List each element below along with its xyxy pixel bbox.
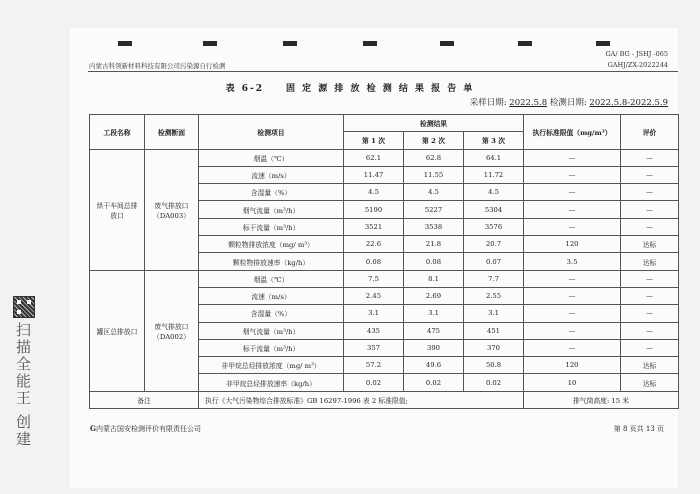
header-run1: 第 1 次 bbox=[344, 132, 404, 149]
cell-item: 流速（m/s） bbox=[199, 287, 344, 304]
company-logo-icon: G bbox=[90, 424, 96, 433]
cell-limit: — bbox=[524, 287, 621, 304]
cell-r3: 7.7 bbox=[464, 270, 524, 287]
scan-mark bbox=[518, 41, 532, 46]
scan-mark bbox=[596, 41, 610, 46]
cell-limit: 3.5 bbox=[524, 253, 621, 270]
cell-r1: 62.1 bbox=[344, 149, 404, 166]
cell-eval: — bbox=[621, 218, 679, 235]
cell-r1: 11.47 bbox=[344, 166, 404, 183]
cell-eval: 达标 bbox=[621, 357, 679, 374]
cell-item: 标干流量（m³/h） bbox=[199, 218, 344, 235]
cell-r2: 11.55 bbox=[404, 166, 464, 183]
cell-r1: 4.5 bbox=[344, 184, 404, 201]
cell-item: 含湿量（%） bbox=[199, 305, 344, 322]
header-point: 检测断面 bbox=[145, 115, 199, 150]
header-run2: 第 2 次 bbox=[404, 132, 464, 149]
cell-r2: 5227 bbox=[404, 201, 464, 218]
sample-dates bbox=[470, 96, 668, 108]
cell-item: 流速（m/s） bbox=[199, 166, 344, 183]
report-number: GAHJ/ZX-2022244 bbox=[607, 61, 668, 69]
cell-limit: — bbox=[524, 149, 621, 166]
header-result: 检测结果 bbox=[344, 115, 524, 132]
cell-r1: 5190 bbox=[344, 201, 404, 218]
cell-limit: — bbox=[524, 305, 621, 322]
cell-r3: 5304 bbox=[464, 201, 524, 218]
cell-r1: 3.1 bbox=[344, 305, 404, 322]
section-name: 罐区总排放口 bbox=[90, 270, 145, 391]
cell-r2: 49.6 bbox=[404, 357, 464, 374]
scan-mark bbox=[118, 41, 132, 46]
footer-company: G内蒙古国安检测评价有限责任公司 bbox=[90, 424, 201, 433]
cell-eval: 达标 bbox=[621, 253, 679, 270]
cell-r1: 22.6 bbox=[344, 236, 404, 253]
cell-eval: — bbox=[621, 339, 679, 356]
cell-item: 烟气流量（m³/h） bbox=[199, 322, 344, 339]
header-item: 检测项目 bbox=[199, 115, 344, 150]
sampling-point: 废气排放口（DA002） bbox=[145, 270, 199, 391]
cell-limit: — bbox=[524, 339, 621, 356]
cell-item: 烟气流量（m³/h） bbox=[199, 201, 344, 218]
table-title: 表 6-2 固 定 源 排 放 检 测 结 果 报 告 单 bbox=[225, 84, 475, 94]
cell-r1: 357 bbox=[344, 339, 404, 356]
sampling-point: 废气排放口（DA003） bbox=[145, 149, 199, 270]
header-limit: 执行标准限值（mg/m³） bbox=[524, 115, 621, 150]
cell-r2: 2.69 bbox=[404, 287, 464, 304]
cell-item: 烟温（℃） bbox=[199, 149, 344, 166]
cell-limit: 120 bbox=[524, 357, 621, 374]
page-number: 第 8 页共 13 页 bbox=[613, 425, 664, 433]
results-table bbox=[89, 114, 679, 409]
cell-r3: 0.07 bbox=[464, 253, 524, 270]
section-name: 烘干车间总排放口 bbox=[90, 149, 145, 270]
cell-limit: — bbox=[524, 322, 621, 339]
cell-limit: — bbox=[524, 270, 621, 287]
cell-eval: — bbox=[621, 166, 679, 183]
cell-r3: 4.5 bbox=[464, 184, 524, 201]
cell-r1: 435 bbox=[344, 322, 404, 339]
header-section: 工段名称 bbox=[90, 115, 145, 150]
sample-date-label: 采样日期: bbox=[469, 98, 507, 108]
cell-r3: 451 bbox=[464, 322, 524, 339]
cell-r3: 20.7 bbox=[464, 236, 524, 253]
scan-mark bbox=[203, 41, 217, 46]
cell-r2: 62.8 bbox=[404, 149, 464, 166]
cell-item: 标干流量（m³/h） bbox=[199, 339, 344, 356]
scanner-watermark: 扫描全能王 创建 bbox=[14, 322, 32, 448]
test-date: 2022.5.8-2022.5.9 bbox=[589, 98, 668, 108]
cell-r3: 0.02 bbox=[464, 374, 524, 391]
cell-r2: 0.02 bbox=[404, 374, 464, 391]
header-run3: 第 3 次 bbox=[464, 132, 524, 149]
cell-limit: — bbox=[524, 166, 621, 183]
cell-r2: 8.1 bbox=[404, 270, 464, 287]
cell-eval: — bbox=[621, 305, 679, 322]
doc-code: GA/ BG - JSHJ -065 bbox=[605, 50, 668, 58]
cell-eval: — bbox=[621, 287, 679, 304]
cell-r2: 3538 bbox=[404, 218, 464, 235]
cell-r2: 21.8 bbox=[404, 236, 464, 253]
cell-eval: — bbox=[621, 270, 679, 287]
cell-item: 含湿量（%） bbox=[199, 184, 344, 201]
scan-mark bbox=[440, 41, 454, 46]
table-row bbox=[90, 270, 679, 287]
cell-item: 烟温（℃） bbox=[199, 270, 344, 287]
cell-r3: 50.8 bbox=[464, 357, 524, 374]
cell-eval: 达标 bbox=[621, 374, 679, 391]
cell-limit: 10 bbox=[524, 374, 621, 391]
cell-r2: 0.08 bbox=[404, 253, 464, 270]
cell-limit: — bbox=[524, 218, 621, 235]
cell-r1: 0.02 bbox=[344, 374, 404, 391]
cell-limit: — bbox=[524, 184, 621, 201]
cell-r1: 7.5 bbox=[344, 270, 404, 287]
cell-r1: 0.08 bbox=[344, 253, 404, 270]
cell-item: 颗粒物排放浓度（mg/ m³） bbox=[199, 236, 344, 253]
cell-r1: 3521 bbox=[344, 218, 404, 235]
cell-r3: 64.1 bbox=[464, 149, 524, 166]
cell-eval: — bbox=[621, 322, 679, 339]
scan-mark bbox=[363, 41, 377, 46]
cell-r1: 2.45 bbox=[344, 287, 404, 304]
header-rule bbox=[88, 71, 678, 72]
stack-height: 排气筒高度: 15 米 bbox=[524, 391, 679, 408]
scan-mark bbox=[283, 41, 297, 46]
cell-limit: — bbox=[524, 201, 621, 218]
cell-r3: 3.1 bbox=[464, 305, 524, 322]
cell-r3: 2.55 bbox=[464, 287, 524, 304]
sample-date: 2022.5.8 bbox=[509, 98, 548, 108]
note-text: 执行《大气污染物综合排放标准》GB 16297-1996 表 2 标准限值; bbox=[199, 391, 524, 408]
cell-r2: 390 bbox=[404, 339, 464, 356]
cell-eval: — bbox=[621, 201, 679, 218]
cell-r3: 370 bbox=[464, 339, 524, 356]
cell-eval: — bbox=[621, 149, 679, 166]
company-header: 内蒙古科领新材料科技有限公司污染源自行检测 bbox=[89, 62, 226, 70]
cell-r3: 11.72 bbox=[464, 166, 524, 183]
test-date-label: 检测日期: bbox=[549, 98, 587, 108]
cell-item: 非甲烷总烃排放浓度（mg/ m³） bbox=[199, 357, 344, 374]
cell-r1: 57.2 bbox=[344, 357, 404, 374]
header-eval: 评价 bbox=[621, 115, 679, 150]
note-label: 备注 bbox=[90, 391, 199, 408]
cell-item: 非甲烷总烃排放速率（kg/h） bbox=[199, 374, 344, 391]
cell-limit: 120 bbox=[524, 236, 621, 253]
cell-r2: 4.5 bbox=[404, 184, 464, 201]
cell-eval: 达标 bbox=[621, 236, 679, 253]
cell-r2: 3.1 bbox=[404, 305, 464, 322]
cell-item: 颗粒物排放速率（kg/h） bbox=[199, 253, 344, 270]
cell-r3: 3576 bbox=[464, 218, 524, 235]
table-row bbox=[90, 149, 679, 166]
qr-code-icon bbox=[13, 296, 35, 318]
cell-eval: — bbox=[621, 184, 679, 201]
cell-r2: 475 bbox=[404, 322, 464, 339]
